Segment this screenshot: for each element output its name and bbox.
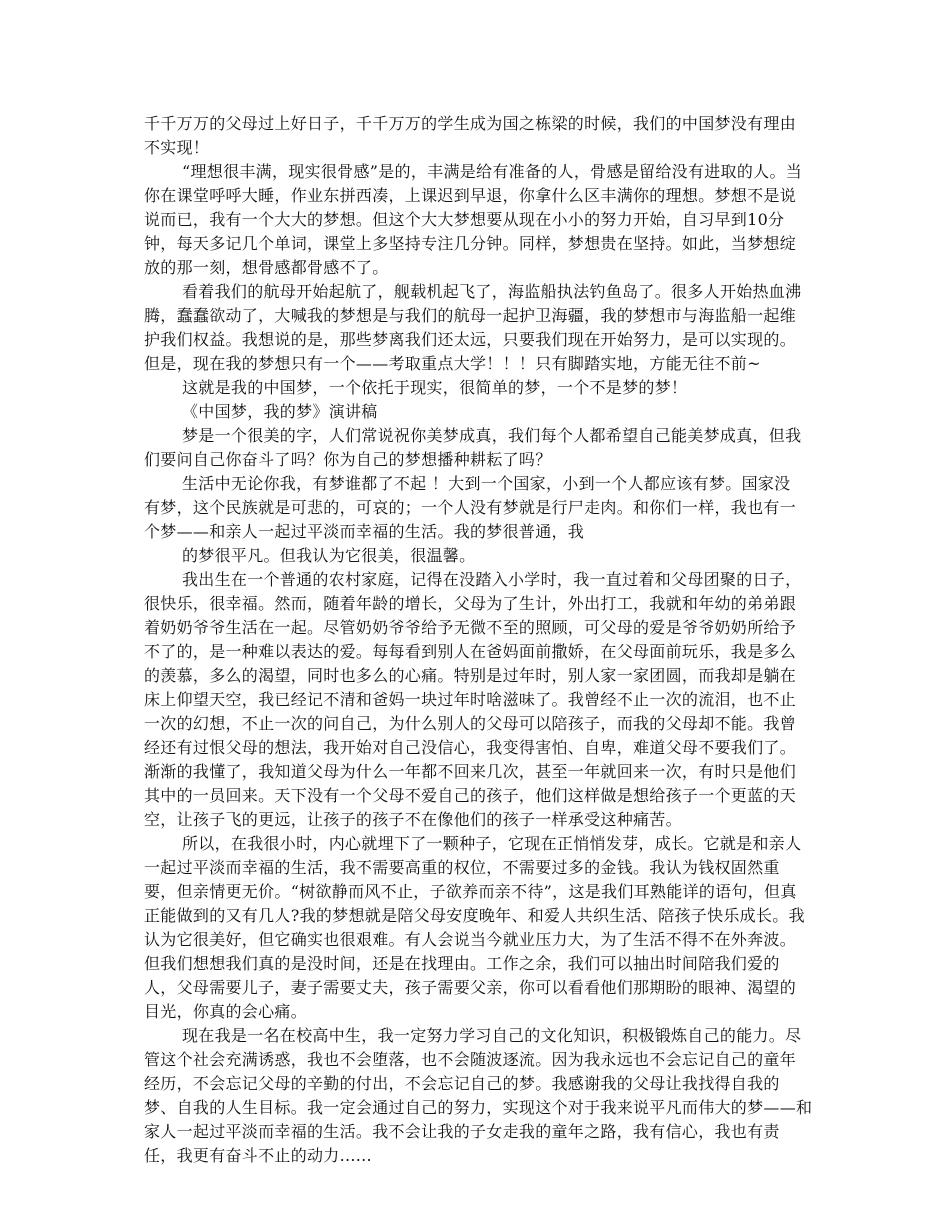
text-line: 正能做到的又有几人?我的梦想就是陪父母安度晚年、和爱人共织生活、陪孩子快乐成长。我 <box>144 906 805 925</box>
text-line: 认为它很美好，但它确实也很艰难。有人会说当今就业压力大，为了生活不得不在外奔波。 <box>144 930 797 949</box>
text-line: 经历，不会忘记父母的辛勤的付出，不会忘记自己的梦。我感谢我的父母让我找得自我的 <box>144 1074 780 1093</box>
text-line: 所以，在我很小时，内心就埋下了一颗种子，它现在正悄悄发芽，成长。它就是和亲人 <box>182 834 802 853</box>
text-line: 这就是我的中国梦，一个依托于现实，很简单的梦，一个不是梦的梦！ <box>182 378 688 397</box>
text-line: 现在我是一名在校高中生，我一定努力学习自己的文化知识，积极锻炼自己的能力。尽 <box>182 1026 802 1045</box>
text-line: 的羡慕，多么的渴望，同时也多么的心痛。特别是过年时，别人家一家团圆，而我却是躺在 <box>144 666 797 685</box>
text-line: 生活中无论你我，有梦谁都了不起 ！大到一个国家，小到一个人都应该有梦。国家没 <box>182 474 791 493</box>
text-line: 看着我们的航母开始起航了，舰载机起飞了，海监船执法钓鱼岛了。很多人开始热血沸 <box>182 282 802 301</box>
text-line: 腾，蠢蠢欲动了，大喊我的梦想是与我们的航母一起护卫海疆，我的梦想市与海监船一起维 <box>144 306 797 325</box>
text-line: 床上仰望天空，我已经记不清和爸妈一块过年时啥滋味了。我曾经不止一次的流泪，也不止 <box>144 690 797 709</box>
text-line: 梦是一个很美的字，人们常说祝你美梦成真，我们每个人都希望自己能美梦成真，但我 <box>182 426 802 445</box>
text-line: 《中国梦，我的梦》演讲稿 <box>182 402 378 421</box>
text-line: 管这个社会充满诱惑，我也不会堕落，也不会随波逐流。因为我永远也不会忘记自己的童年 <box>144 1050 797 1069</box>
text-line: 千千万万的父母过上好日子，千千万万的学生成为国之栋梁的时候，我们的中国梦没有理由 <box>144 114 797 133</box>
text-line: 家人一起过平淡而幸福的生活。我不会让我的子女走我的童年之路，我有信心，我也有责 <box>144 1122 780 1141</box>
text-line: 渐渐的我懂了，我知道父母为什么一年都不回来几次，甚至一年就回来一次，有时只是他们 <box>144 762 797 781</box>
text-line: 钟，每天多记几个单词，课堂上多坚持专注几分钟。同样，梦想贵在坚持。如此，当梦想绽 <box>144 234 797 253</box>
text-line: 们要问自己你奋斗了吗？你为自己的梦想播种耕耘了吗？ <box>144 450 552 469</box>
text-line: 任，我更有奋斗不止的动力...... <box>144 1146 372 1165</box>
text-line: 个梦——和亲人一起过平淡而幸福的生活。我的梦很普通，我 <box>144 522 585 541</box>
text-line: 我出生在一个普通的农村家庭，记得在没踏入小学时，我一直过着和父母团聚的日子， <box>182 570 802 589</box>
text-line: 空，让孩子飞的更远，让孩子的孩子不在像他们的孩子一样承受这种痛苦。 <box>144 810 682 829</box>
text-line: 但是，现在我的梦想只有一个——考取重点大学！！！只有脚踏实地，方能无往不前~ <box>144 354 761 373</box>
text-line: 不实现！ <box>144 138 210 157</box>
text-line: 一次的幻想，不止一次的问自己，为什么别人的父母可以陪孩子，而我的父母却不能。我曾 <box>144 714 797 733</box>
text-line: 说而已，我有一个大大的梦想。但这个大大梦想要从现在小小的努力开始，自习早到10分 <box>144 210 785 229</box>
speech-text-body <box>144 112 813 1168</box>
text-line: 人，父母需要儿子，妻子需要丈夫，孩子需要父亲，你可以看看他们那期盼的眼神、渴望的 <box>144 978 797 997</box>
text-line: “理想很丰满，现实很骨感”是的，丰满是给有准备的人，骨感是留给没有进取的人。当 <box>182 162 803 181</box>
text-line: 其中的一员回来。天下没有一个父母不爱自己的孩子，他们这样做是想给孩子一个更蓝的天 <box>144 786 797 805</box>
text-line: 经还有过恨父母的想法，我开始对自己没信心，我变得害怕、自卑，难道父母不要我们了。 <box>144 738 797 757</box>
text-line: 不了的，是一种难以表达的爱。每每看到别人在爸妈面前撒娇，在父母面前玩乐，我是多么 <box>144 642 797 661</box>
text-line: 但我们想想我们真的是没时间，还是在找理由。工作之余，我们可以抽出时间陪我们爱的 <box>144 954 780 973</box>
text-line: 目光，你真的会心痛。 <box>144 1002 308 1021</box>
text-line: 的梦很平凡。但我认为它很美，很温馨。 <box>182 546 476 565</box>
text-line: 放的那一刻，想骨感都骨感不了。 <box>144 258 389 277</box>
text-line: 梦、自我的人生目标。我一定会通过自己的努力，实现这个对于我来说平凡而伟大的梦——和 <box>144 1098 813 1117</box>
text-line: 一起过平淡而幸福的生活，我不需要高重的权位，不需要过多的金钱。我认为钱权固然重 <box>144 858 780 877</box>
text-line: 要，但亲情更无价。“树欲静而风不止，子欲养而亲不待”，这是我们耳熟能详的语句，但真 <box>144 882 797 901</box>
text-line: 着奶奶爷爷生活在一起。尽管奶奶爷爷给予无微不至的照顾，可父母的爱是爷爷奶奶所给予 <box>144 618 797 637</box>
text-line: 很快乐，很幸福。然而，随着年龄的增长，父母为了生计，外出打工，我就和年幼的弟弟跟 <box>144 594 797 613</box>
text-line: 护我们权益。我想说的是，那些梦离我们还太远，只要我们现在开始努力，是可以实现的。 <box>144 330 797 349</box>
text-line: 有梦，这个民族就是可悲的，可哀的；一个人没有梦就是行尸走肉。和你们一样，我也有一 <box>144 498 797 517</box>
text-line: 你在课堂呼呼大睡，作业东拼西凑，上课迟到早退，你拿什么区丰满你的理想。梦想不是说 <box>144 186 797 205</box>
